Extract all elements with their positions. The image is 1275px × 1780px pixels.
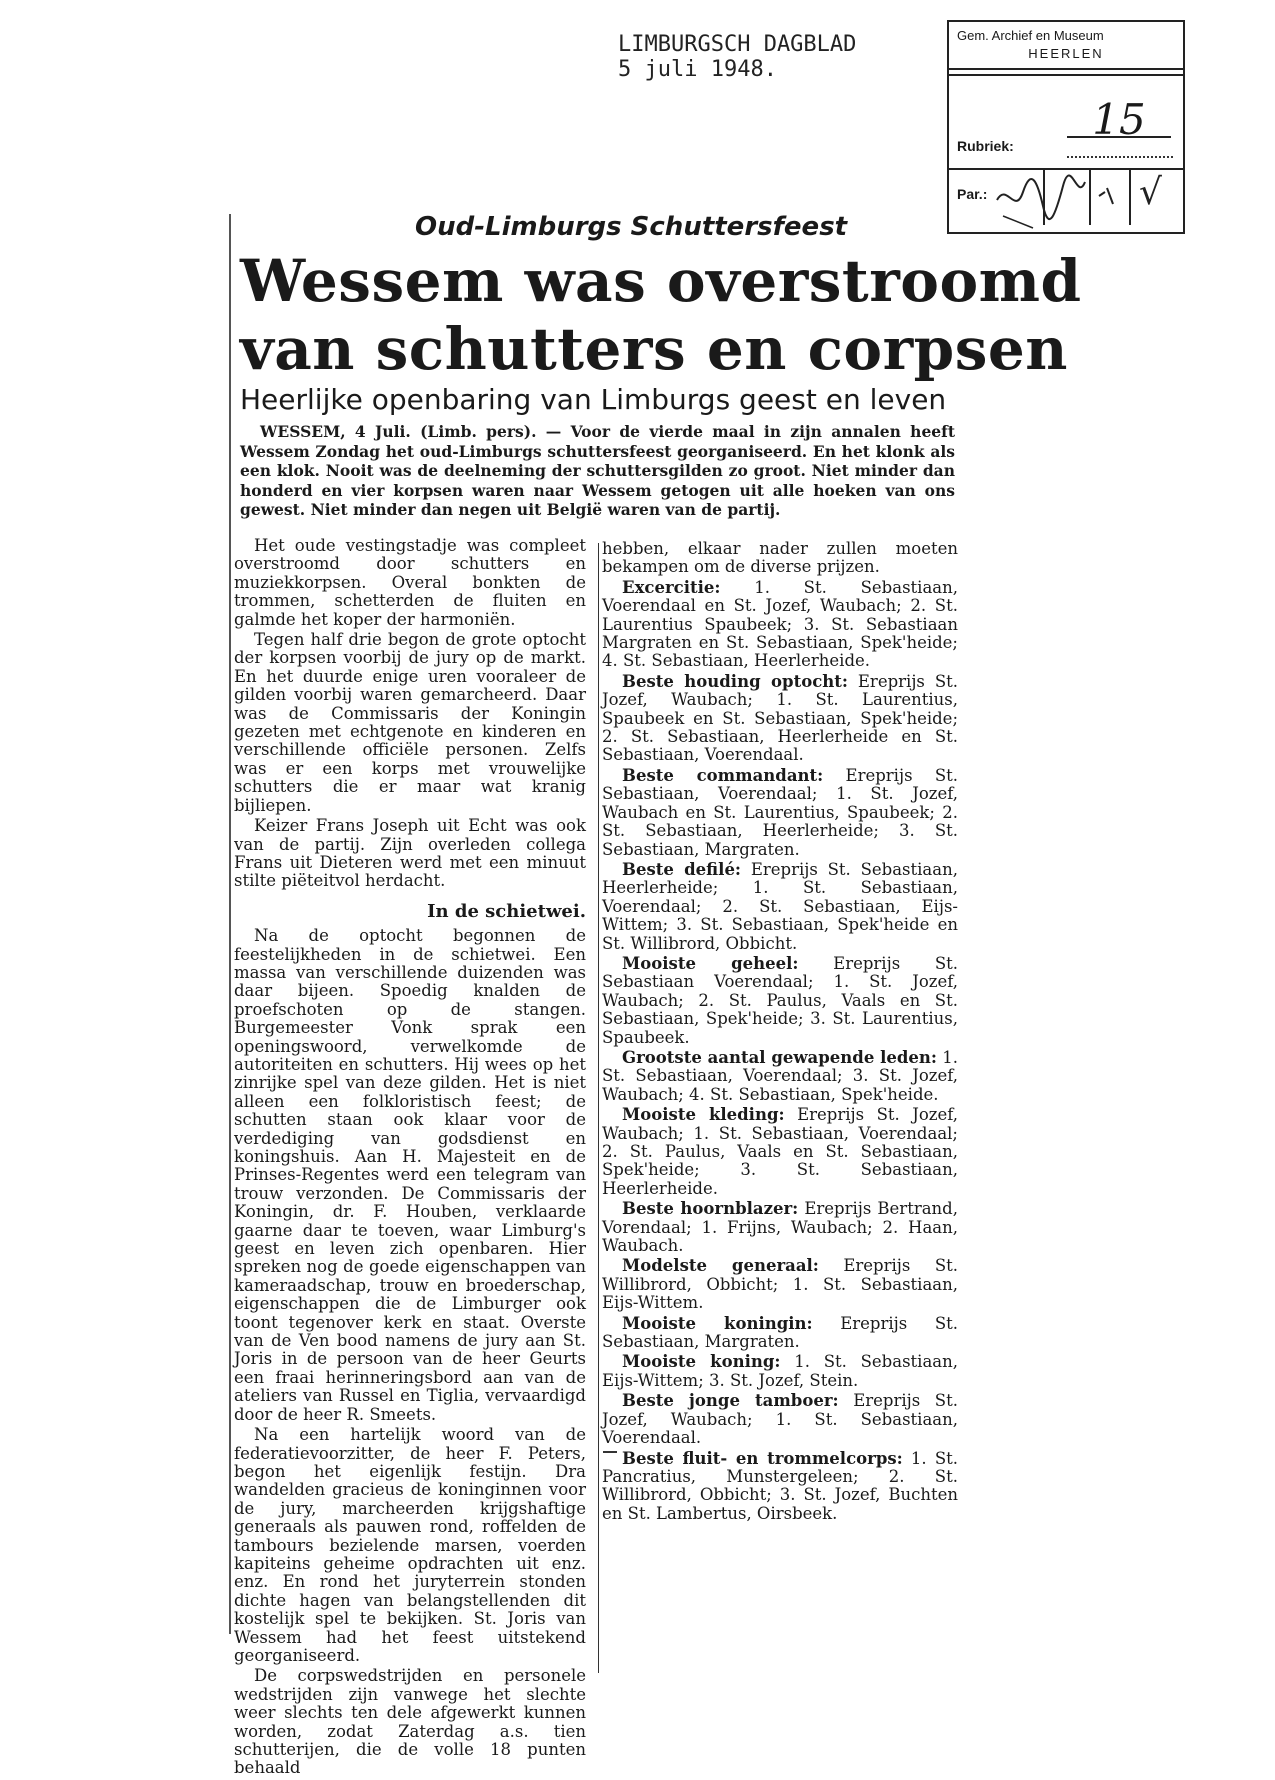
award-text: 1. St. Sebastiaan, Eijs-Wittem; 3. St. Jozef, Stein. — [602, 1352, 958, 1390]
body-paragraph: Het oude vestingstadje was compleet overstroomd door schutters en muziekkorpsen. Overal bonkten de trommen, schetterden de fluiten en galmde het koper der harmoniën. — [234, 536, 586, 629]
stamp-divider — [949, 168, 1183, 170]
body-paragraph: Na een hartelijk woord van de federatievoorzitter, de heer F. Peters, begon het eigenlijk festijn. Dra wandelden gracieus de koninginnen voor de jury, marcheerden krijgshaftige generaals als pauwen rond, roffelden de tambours bezielende marsen, voerden kapiteins geheime opdrachten uit enz. enz. En rond het juryterrein stonden dichte hagen van belangstellenden dit kostelijk spel te bekijken. St. Joris van Wessem had het feest uitstekend georganiseerd. — [234, 1425, 586, 1665]
award-entry — [602, 1450, 958, 1524]
body-paragraph: Tegen half drie begon de grote optocht der korpsen voorbij de jury op de markt. En het duurde enige uren vooraleer de gilden voorbij waren gemarcheerd. Daar was de Commissaris der Koningin gezeten met echtgenote en kinderen en verschillende officiële personen. Zelfs was er een korps met vrouwelijke schutters die er maar wat kranig bijliepen. — [234, 630, 586, 815]
stamp-cell-divider — [1089, 169, 1091, 225]
award-label: Beste hoornblazer: — [622, 1199, 799, 1219]
award-label: Beste fluit- en trommelcorps: — [622, 1448, 903, 1468]
stamp-number: 15 — [1092, 95, 1146, 144]
award-entry — [602, 1392, 958, 1447]
award-entry — [602, 1353, 958, 1390]
award-entry — [602, 861, 958, 953]
handwritten-tick-icon — [1095, 182, 1123, 212]
award-entry — [602, 1315, 958, 1352]
award-text: Ereprijs St. Jozef, Waubach; 1. St. Sebastiaan, Voerendaal; 2. St. Paulus, Vaals en St. Sebastiaan, Spek'heide; 3. St. Sebastiaan, Heerlerheide. — [602, 1105, 959, 1198]
body-paragraph: Na de optocht begonnen de feestelijkheden in de schietwei. Een massa van verschillende duizenden was daar bijeen. Spoedig knalden de proefschoten op de stangen. Burgemeester Vonk sprak een openingswoord, verwelkomde de autoriteiten en schutters. Hij wees op het zinrijke spel van deze gilden. Het is niet alleen een folkloristisch feest; de schutten staan ook klaar voor de verdediging van godsdienst en koningshuis. Aan H. Majesteit en de Prinses-Regentes werd een telegram van trouw verzonden. De Commissaris der Koningin, dr. F. Houben, verklaarde gaarne daar te toeven, waar Limburg's geest en leven zich openbaren. Hier spreken nog de goede eigenschappen van kameraadschap, trouw en broederschap, eigenschappen die de Limburger ook toont tegenover kerk en staat. Overste van de Ven bood namens de jury aan St. Joris in de persoon van de heer Geurts een fraai herinneringsbord aan van de ateliers van Russel en Tiglia, vervaardigd door de heer R. Smeets. — [234, 926, 586, 1424]
stamp-organisation: Gem. Archief en Museum — [957, 28, 1104, 43]
award-text: Ereprijs St. Sebastiaan, Voerendaal; 1. St. Jozef, Waubach en St. Laurentius, Spaubeek; 2. St. Sebastiaan, Heerlerheide; 3. St. Sebastiaan, Margraten. — [602, 765, 958, 859]
award-entry — [602, 955, 958, 1047]
stamp-cell-divider — [1129, 169, 1131, 225]
stamp-rubriek-label: Rubriek: — [957, 138, 1014, 154]
publication-date: 5 juli 1948. — [618, 57, 777, 82]
article-kicker: Oud-Limburgs Schuttersfeest — [415, 212, 848, 242]
headline-line-2: van schutters en corpsen — [240, 315, 1068, 383]
award-text: Ereprijs St. Sebastiaan, Margraten. — [602, 1313, 959, 1352]
stamp-divider — [949, 68, 1183, 70]
award-text: 1. St. Sebastiaan, Voerendaal en St. Jozef, Waubach; 2. St. Laurentius Spaubeek; 3. St. Sebastiaan Margraten en St. Sebastiaan, Spek'heide; 4. St. Sebastiaan, Heerlerheide. — [602, 577, 958, 671]
article-subheadline: Heerlijke openbaring van Limburgs geest en leven — [240, 383, 947, 416]
column-edge-rule — [229, 214, 231, 1634]
award-label: Grootste aantal gewapende leden: — [622, 1047, 937, 1067]
award-entry — [602, 1106, 958, 1198]
award-text: Ereprijs St. Jozef, Waubach; 1. St. Sebastiaan, Voerendaal. — [602, 1391, 958, 1448]
end-of-article-dash — [603, 1451, 617, 1453]
stamp-divider — [949, 74, 1183, 76]
newspaper-name: LIMBURGSCH DAGBLAD — [618, 32, 857, 57]
award-entry — [602, 673, 958, 765]
body-paragraph: hebben, elkaar nader zullen moeten bekampen om de diverse prijzen. — [602, 539, 958, 577]
award-entry — [602, 1049, 958, 1104]
award-text: 1. St. Pancratius, Munstergeleen; 2. St. Willibrord, Obbicht; 3. St. Jozef, Buchten en St. Lambertus, Oirsbeek. — [602, 1448, 958, 1523]
award-text: Ereprijs St. Sebastiaan Voerendaal; 1. St. Jozef, Waubach; 2. St. Paulus, Vaals en St. Sebastiaan, Spek'heide; 3. St. Laurentius, Spaubeek. — [602, 953, 958, 1047]
body-paragraph: Keizer Frans Joseph uit Echt was ook van de partij. Zijn overleden collega Frans uit Dieteren werd met een minuut stilte piëteitvol herdacht. — [234, 816, 586, 891]
award-label: Mooiste geheel: — [622, 953, 799, 973]
award-label: Mooiste koningin: — [622, 1313, 813, 1333]
article-lead — [240, 422, 955, 520]
award-entry — [602, 1200, 958, 1255]
award-label: Modelste generaal: — [622, 1256, 819, 1276]
stamp-par-label: Par.: — [957, 186, 988, 202]
stamp-rubriek-line — [1067, 156, 1173, 158]
award-entry — [602, 579, 958, 671]
award-text: Ereprijs St. Sebastiaan, Heerlerheide; 1. St. Sebastiaan, Voerendaal; 2. St. Sebastiaan, Eijs-Wittem; 3. St. Sebastiaan, Spek'heide en St. Willibrord, Obbicht. — [602, 859, 958, 953]
article-column-1 — [234, 537, 586, 1780]
award-label: Beste houding optocht: — [622, 671, 848, 691]
stamp-number-line — [1067, 136, 1171, 138]
award-label: Excercitie: — [622, 577, 721, 597]
body-paragraph: De corpswedstrijden en personele wedstrijden zijn vanwege het slechte weer slechts ten dele afgewerkt kunnen worden, zodat Zaterdag a.s. tien schutterijen, die de volle 18 punten behaald — [234, 1666, 586, 1778]
award-label: Mooiste koning: — [622, 1352, 781, 1372]
award-text: 1. St. Sebastiaan, Voerendaal; 3. St. Jozef, Waubach; 4. St. Sebastiaan, Spek'heide. — [602, 1047, 959, 1104]
award-text: Ereprijs Bertrand, Vorendaal; 1. Frijns, Waubach; 2. Haan, Waubach. — [602, 1199, 958, 1256]
award-label: Beste commandant: — [622, 765, 824, 785]
article-column-2 — [602, 540, 958, 1525]
award-entry — [602, 1257, 958, 1312]
stamp-city: HEERLEN — [1028, 46, 1104, 61]
award-entry — [602, 767, 958, 859]
award-label: Mooiste kleding: — [622, 1105, 785, 1125]
award-label: Beste jonge tamboer: — [622, 1391, 839, 1411]
section-heading: In de schietwei. — [427, 900, 586, 922]
award-text: Ereprijs St. Willibrord, Obbicht; 1. St. Sebastiaan, Eijs-Wittem. — [602, 1256, 958, 1313]
column-divider — [598, 543, 599, 1673]
headline-line-1: Wessem was overstroomd — [240, 247, 1082, 315]
dateline: WESSEM, 4 Juli. (Limb. pers). — — [260, 422, 562, 441]
award-text: Ereprijs St. Jozef, Waubach; 1. St. Laurentius, Spaubeek en St. Sebastiaan, Spek'heide; 2. St. Sebastiaan, Heerlerheide en St. Sebastiaan, Voerendaal. — [602, 671, 958, 765]
lead-text: Voor de vierde maal in zijn annalen heeft Wessem Zondag het oud-Limburgs schuttersfeest georganiseerd. En het klonk als een klok. Nooit was de deelneming der schuttersgilden zo groot. Niet minder dan honderd en vier korpsen waren naar Wessem getogen uit alle hoeken van ons gewest. Niet minder dan negen uit België waren van de partij. — [240, 422, 955, 519]
archive-stamp — [947, 20, 1185, 234]
handwritten-scribble-icon — [993, 172, 1089, 230]
stamp-check-mark: √ — [1139, 172, 1162, 213]
award-label: Beste defilé: — [622, 859, 742, 879]
